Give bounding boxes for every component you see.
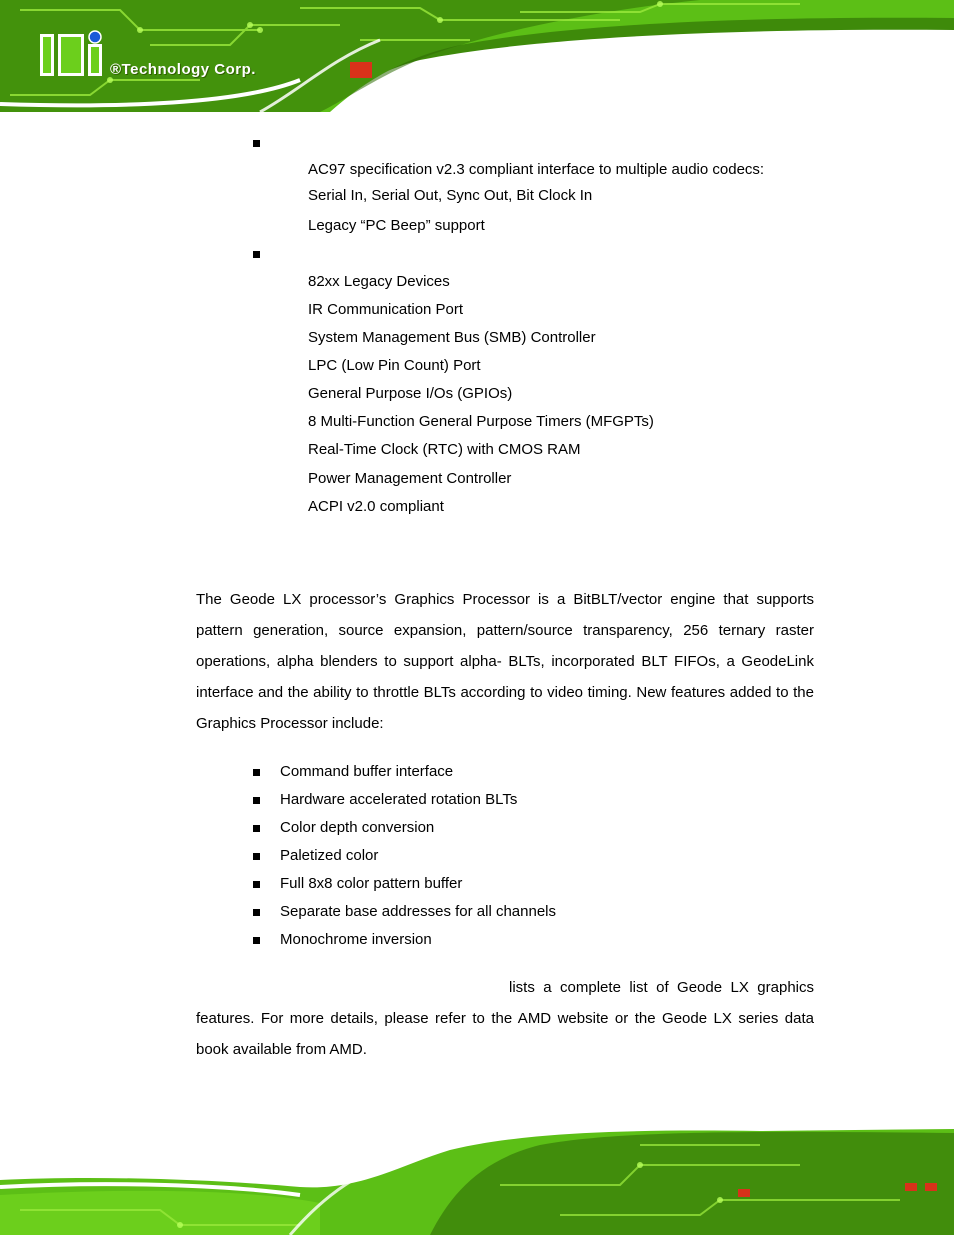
audio-item: AC97 specification v2.3 compliant interface to multiple audio codecs: [308, 161, 765, 178]
bullet-square [253, 853, 260, 860]
feature-label: Hardware accelerated rotation BLTs [280, 791, 518, 808]
legacy-item: System Management Bus (SMB) Controller [308, 329, 596, 346]
bullet-square [253, 251, 260, 258]
legacy-item: Real-Time Clock (RTC) with CMOS RAM [308, 441, 581, 458]
bullet-square [253, 769, 260, 776]
feature-label: Paletized color [280, 847, 379, 864]
bullet-square [253, 140, 260, 147]
legacy-item: 82xx Legacy Devices [308, 273, 450, 290]
audio-item: Serial In, Serial Out, Sync Out, Bit Clock In [308, 187, 593, 204]
closing-first-line: lists a complete list of Geode LX graphics [509, 979, 814, 996]
feature-label: Color depth conversion [280, 819, 435, 836]
legacy-item: IR Communication Port [308, 301, 464, 318]
bullet-square [253, 881, 260, 888]
bullet-square [253, 825, 260, 832]
legacy-item: LPC (Low Pin Count) Port [308, 357, 481, 374]
legacy-item: 8 Multi-Function General Purpose Timers (MFGPTs) [308, 413, 654, 430]
feature-label: Separate base addresses for all channels [280, 903, 557, 920]
graphics-paragraph: The Geode LX processor’s Graphics Processor is a BitBLT/vector engine that supports pattern generation, source expansion, pattern/source transparency, 256 ternary raster operations, alpha blenders to support alpha- BLTs, incorporated BLT FIFOs, a GeodeLink interface and the ability to throttle BLTs according to video timing. New features added to the Graphics Processor include: [196, 591, 814, 732]
legacy-item: ACPI v2.0 compliant [308, 498, 444, 515]
bullet-square [253, 937, 260, 944]
company-name: ®Technology Corp. [110, 61, 256, 78]
circuit-board-header-graphic [0, 0, 954, 112]
feature-label: Monochrome inversion [280, 931, 432, 948]
header-banner [0, 0, 954, 112]
legacy-item: General Purpose I/Os (GPIOs) [308, 385, 513, 402]
circuit-board-footer-graphic [0, 1125, 954, 1235]
legacy-item: Power Management Controller [308, 470, 512, 487]
bullet-square [253, 909, 260, 916]
feature-label: Command buffer interface [280, 763, 454, 780]
audio-item: Legacy “PC Beep” support [308, 217, 485, 234]
feature-label: Full 8x8 color pattern buffer [280, 875, 463, 892]
footer-banner [0, 1125, 954, 1235]
bullet-square [253, 797, 260, 804]
closing-paragraph: features. For more details, please refer to the AMD website or the Geode LX series data book available from AMD. [196, 1010, 814, 1058]
